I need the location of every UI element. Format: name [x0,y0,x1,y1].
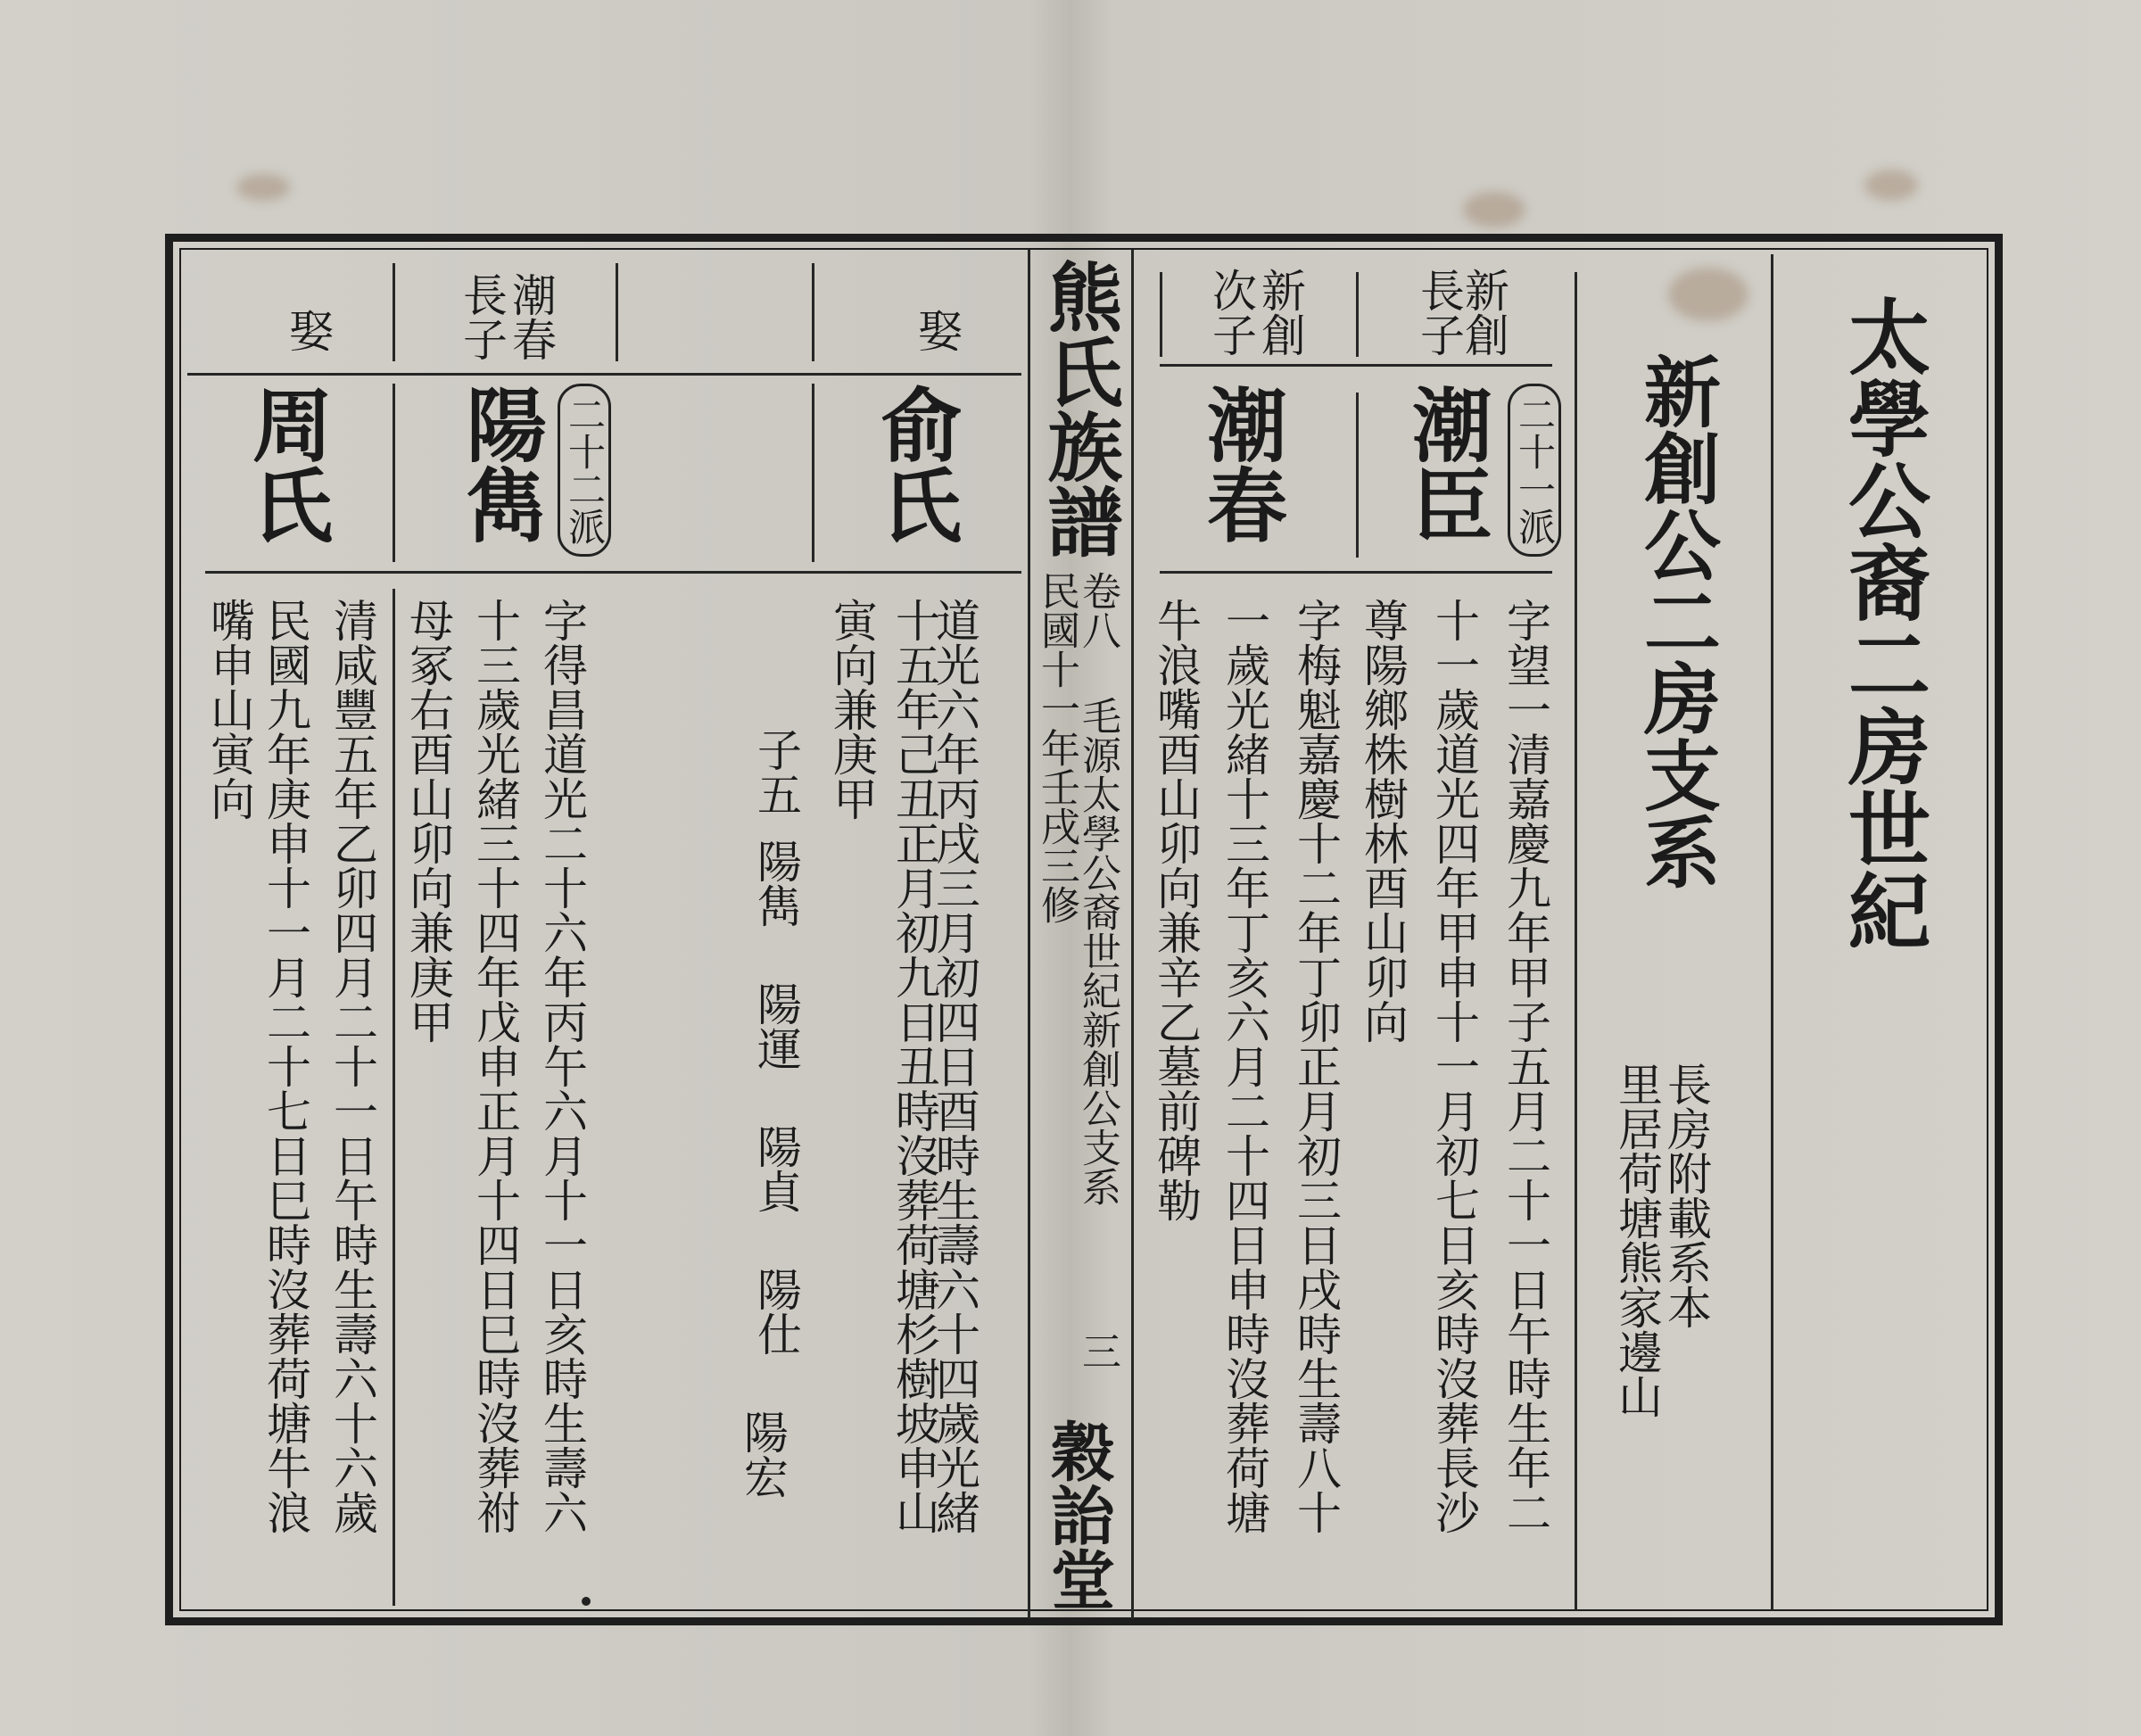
section-label: 毛源太學公裔世紀新創公支系 [1075,696,1120,1206]
note-line: 長房附載系本 [1660,1062,1712,1329]
son-name: 陽運 [750,981,802,1071]
person-name: 陽雋 [452,384,547,544]
biography-line: 民國九年庚申十一月二十七日巳時沒葬荷塘牛浪 [260,598,311,1534]
page-number: 三 [1075,1331,1120,1370]
relation-line: 新創 [1458,268,1509,357]
biography-line: 牛浪嘴酉山卯向兼辛乙墓前碑勒 [1150,598,1202,1222]
rule [1356,272,1359,357]
rule [393,384,395,562]
rule [393,589,395,1606]
rule [187,373,1021,376]
stain [1463,192,1525,227]
ink-dot [582,1597,591,1606]
biography-line: 十五年己丑正月初九日丑時沒葬荷塘杉樹坡申山 [889,598,940,1534]
rule [205,571,1021,574]
biography-line: 十一歲道光四年甲申十一月初七日亥時沒葬長沙 [1428,598,1480,1534]
relation-line: 潮春 [505,272,557,361]
marriage-label: 娶 [911,308,963,352]
biography-line: 字梅魁嘉慶十二年丁卯正月初三日戌時生壽八十 [1290,598,1342,1534]
edition-label: 民國十一年壬戌三修 [1034,571,1079,924]
biography-line: 道光六年丙戌三月初四日酉時生壽六十四歲光緒 [929,598,980,1534]
sons-label: 子五 [750,727,802,816]
biography-line: 嘴申山寅向 [203,598,255,821]
volume-label: 卷八 [1075,571,1120,649]
relation-line: 長子 [456,272,508,361]
rule [1575,272,1577,1610]
biography-line: 寅向兼庚甲 [826,598,878,821]
rule [1160,571,1552,574]
relation-line: 新創 [1254,268,1306,357]
relation-line: 次子 [1205,268,1257,357]
page-title: 太學公裔二房世紀 [1835,294,1931,951]
rule [1028,250,1030,1619]
biography-line: 十三歲光緒三十四年戊申正月十四日巳時沒葬祔 [469,598,521,1534]
biography-line: 母冢右酉山卯向兼庚甲 [402,598,454,1044]
rule [616,263,618,361]
rule [1160,364,1552,367]
rule [1131,250,1134,1619]
marriage-label: 娶 [282,308,334,352]
biography-line: 一歲光緒十三年丁亥六月二十四日申時沒葬荷塘 [1219,598,1270,1534]
person-name: 潮春 [1193,384,1287,544]
hall-name: 穀詒堂 [1040,1418,1116,1611]
son-name: 陽仕 [750,1267,802,1356]
rule [812,263,814,361]
relation-line: 長子 [1413,268,1465,357]
rule [393,263,395,361]
son-name: 陽宏 [737,1409,789,1499]
rule [1771,254,1773,1610]
generation-label: 二十二派 [558,384,611,557]
genealogy-title: 熊氏族譜 [1036,259,1124,558]
son-name: 陽貞 [750,1124,802,1213]
spouse-name: 俞氏 [867,384,962,544]
rule [1356,393,1359,558]
generation-label: 二十一派 [1508,384,1561,557]
biography-line: 尊陽鄉株樹林酉山卯向 [1357,598,1409,1044]
stain [1864,169,1918,201]
person-name: 潮臣 [1398,384,1492,544]
biography-line: 字望一清嘉慶九年甲子五月二十一日午時生年二 [1500,598,1551,1534]
stain [236,174,290,201]
spouse-name: 周氏 [238,384,333,544]
branch-title: 新創公二房支系 [1631,352,1721,889]
rule [1160,272,1162,357]
rule [812,384,814,562]
biography-line: 字得昌道光二十六年丙午六月十一日亥時生壽六 [536,598,588,1534]
son-name: 陽雋 [750,839,802,928]
biography-line: 清咸豐五年乙卯四月二十一日午時生壽六十六歲 [327,598,378,1534]
note-line: 里居荷塘熊家邊山 [1611,1062,1663,1418]
